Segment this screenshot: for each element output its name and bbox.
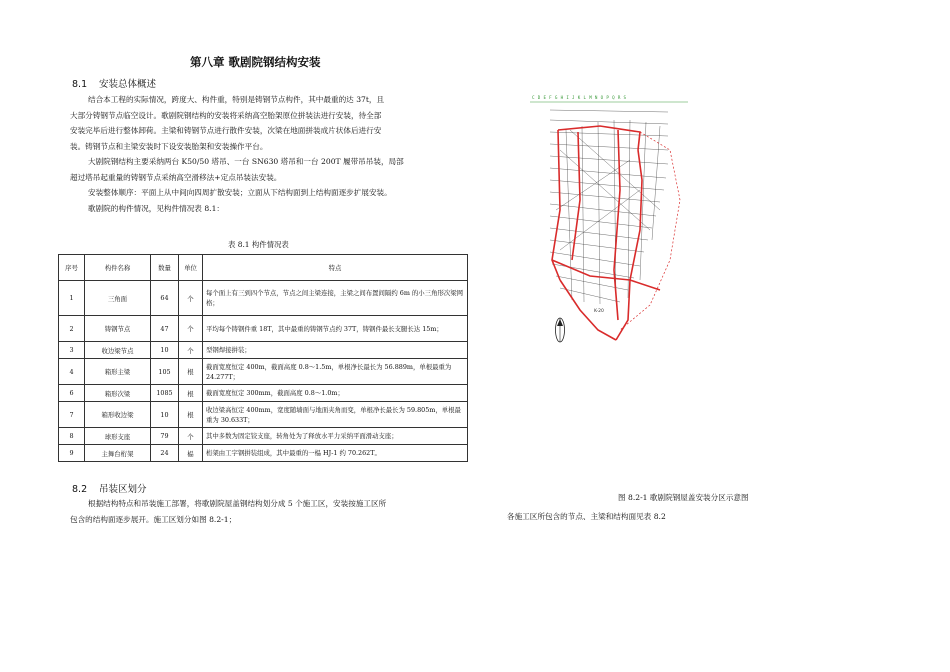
section-number: 8.2 — [72, 484, 88, 495]
text-line: 大剧院钢结构主要采纳两台 K50/50 塔吊、一台 SN630 塔吊和一台 200T 履带吊吊装，局部 — [88, 157, 404, 166]
cell-unit: 榀 — [179, 445, 203, 462]
header-cell: 特点 — [203, 255, 468, 281]
diagram-inner-label: K-20 — [594, 309, 604, 314]
cell-feature: 其中多数为固定铰支座，转角处为了释放水平力采纳平面滑动支座； — [203, 428, 468, 445]
cell-feature: 收边梁高恒定 400mm，宽度随墙面与地面夹角而变，单根净长最长为 59.805m，单根最重为 30.633T； — [203, 402, 468, 428]
cell-unit: 根 — [179, 385, 203, 402]
section-title: 安装总体概述 — [99, 79, 157, 90]
cell-index: 7 — [59, 402, 85, 428]
text-line: 结合本工程的实际情况，跨度大、构件重，特别是铸钢节点构件，其中最重的达 37t，且 — [88, 95, 385, 104]
zone-outline — [552, 126, 660, 340]
table-header-row — [59, 255, 468, 281]
cell-name: 箱形次梁 — [85, 385, 151, 402]
table-row — [59, 316, 468, 342]
axis-label-text: CDEFGHIJKLMNOPQRS — [532, 95, 630, 100]
cell-index: 8 — [59, 428, 85, 445]
cell-name: 球形支座 — [85, 428, 151, 445]
components-table — [58, 254, 468, 462]
cell-index: 6 — [59, 385, 85, 402]
table-caption: 表 8.1 构件情况表 — [228, 240, 289, 249]
table-row — [59, 342, 468, 359]
section-heading-8-1 — [72, 76, 156, 90]
text-line: 歌剧院的构件情况，见构件情况表 8.1： — [88, 203, 224, 213]
cell-unit: 个 — [179, 342, 203, 359]
section-title: 吊装区划分 — [99, 484, 147, 495]
cell-quantity: 24 — [151, 445, 179, 462]
cell-quantity: 10 — [151, 402, 179, 428]
cell-feature: 每个面上有三到四个节点，节点之间主梁连接，主梁之间布置间隔约 6m 的小三角形次梁网格； — [203, 281, 468, 316]
text-line: 包含的结构面逐步展开。施工区划分如图 8.2-1； — [70, 514, 237, 524]
cell-unit: 个 — [179, 428, 203, 445]
chapter-title: 第八章 歌剧院钢结构安装 — [190, 55, 321, 69]
cell-unit: 个 — [179, 316, 203, 342]
cell-quantity: 79 — [151, 428, 179, 445]
header-cell: 数量 — [151, 255, 179, 281]
text-line: 安装完毕后进行整体卸荷。主梁和铸钢节点进行散件安装，次梁在地面拼装成片状体后进行安 — [70, 126, 382, 135]
cell-unit: 根 — [179, 359, 203, 385]
cell-index: 1 — [59, 281, 85, 316]
text-line: 超过塔吊起重量的铸钢节点采纳高空滑移法+定点吊装法安装。 — [70, 172, 282, 182]
structure-grid — [550, 110, 668, 304]
table-row — [59, 385, 468, 402]
table-row — [59, 445, 468, 462]
cell-index: 9 — [59, 445, 85, 462]
cell-feature: 平均每个铸钢件重 18T，其中最重的铸钢节点约 37T，铸钢件最长支腿长达 15m； — [203, 316, 468, 342]
paragraph-zoning — [70, 496, 466, 527]
cell-index: 2 — [59, 316, 85, 342]
cell-feature: 型钢焊接拼装； — [203, 342, 468, 359]
roof-zoning-diagram — [520, 90, 690, 360]
cell-feature: 桁架由工字钢拼装组成，其中最重的一榀 HJ-1 约 70.262T。 — [203, 445, 468, 462]
cell-name: 铸钢节点 — [85, 316, 151, 342]
text-line: 大部分铸钢节点临空设计。歌剧院钢结构的安装将采纳高空胎架原位拼装法进行安装，待全部 — [70, 110, 382, 120]
paragraph-overview — [70, 92, 466, 216]
top-axis-labels — [530, 95, 688, 102]
cell-index: 3 — [59, 342, 85, 359]
header-cell: 单位 — [179, 255, 203, 281]
north-arrow-icon — [556, 318, 565, 342]
text-line: 装。铸钢节点和主梁安装时下设安装胎架和安装操作平台。 — [70, 141, 268, 151]
section-heading-8-2 — [72, 481, 147, 495]
cell-quantity: 64 — [151, 281, 179, 316]
header-cell: 序号 — [59, 255, 85, 281]
cell-index: 4 — [59, 359, 85, 385]
text-line: 根据结构特点和吊装施工部署，将歌剧院屋盖钢结构划分成 5 个施工区，安装按施工区所 — [88, 499, 387, 508]
cell-quantity: 10 — [151, 342, 179, 359]
table-row — [59, 359, 468, 385]
table-reference-text: 各施工区所包含的节点、主梁和结构面见表 8.2 — [507, 512, 666, 521]
cell-feature: 截面宽度恒定 400m，截面高度 0.8～1.5m，单根净长最长为 56.889m，单根最重为 24.277T； — [203, 359, 468, 385]
cell-unit: 个 — [179, 281, 203, 316]
figure-caption: 图 8.2-1 歌剧院钢屋盖安装分区示意图 — [618, 493, 749, 502]
cell-quantity: 47 — [151, 316, 179, 342]
cell-quantity: 105 — [151, 359, 179, 385]
cell-name: 主舞台桁架 — [85, 445, 151, 462]
cell-unit: 根 — [179, 402, 203, 428]
cell-quantity: 1085 — [151, 385, 179, 402]
header-cell: 构件名称 — [85, 255, 151, 281]
cell-name: 收边梁节点 — [85, 342, 151, 359]
cell-feature: 截面宽度恒定 300mm，截面高度 0.8～1.0m； — [203, 385, 468, 402]
cell-name: 箱形收边梁 — [85, 402, 151, 428]
table-row — [59, 281, 468, 316]
table-row — [59, 428, 468, 445]
cell-name: 箱形主梁 — [85, 359, 151, 385]
cell-name: 三角面 — [85, 281, 151, 316]
table-row — [59, 402, 468, 428]
section-number: 8.1 — [72, 79, 88, 90]
text-line: 安装整体顺序：平面上从中间向四周扩散安装；立面从下结构面到上结构面逐步扩展安装。 — [88, 188, 392, 197]
